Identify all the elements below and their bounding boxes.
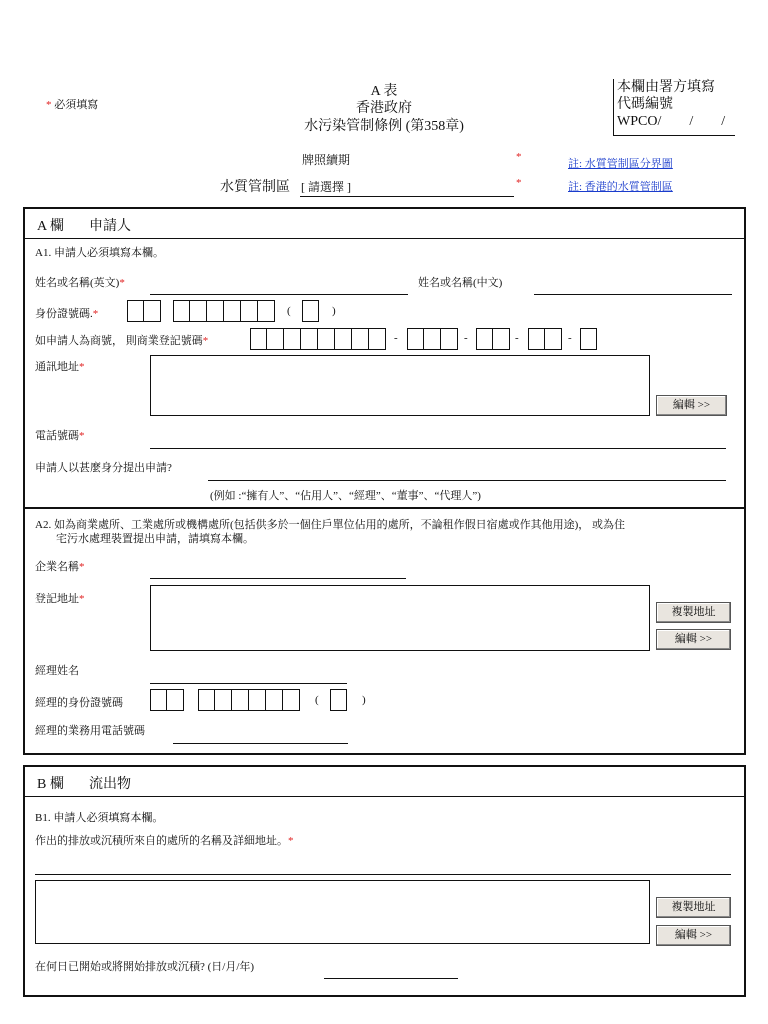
control-zone-underline [300,196,514,197]
section-a-title: A 欄 [37,219,64,234]
premises-address-textarea[interactable] [35,880,650,944]
name-en-label [35,274,125,290]
name-en-text: 姓名或名稱(英文) [35,277,120,289]
start-date-label: 在何日已開始或將開始排放或沉積? (日/月/年) [35,961,255,973]
manager-id-check-box[interactable] [330,689,347,711]
address-asterisk: * [79,361,85,373]
manager-phone-field[interactable] [173,743,348,744]
capacity-field[interactable] [208,480,726,481]
premises-name-field[interactable] [35,874,731,875]
capacity-question: 申請人以甚麼身分提出申請? [35,462,172,474]
control-zone-label: 水質管制區 [220,180,290,195]
license-renewal-label: 牌照續期 [302,153,351,167]
id-number-cell[interactable] [241,300,258,322]
company-name-asterisk: * [79,561,85,573]
id-no-text: 身份證號碼. [35,308,93,320]
control-zone-select[interactable]: [ 請選擇 ] [301,180,351,194]
br-part4-boxes[interactable] [528,328,562,350]
section-a-header [25,209,744,239]
br-main-cell[interactable] [284,328,301,350]
code-label: 代碼編號 [617,97,673,112]
br-dash-2: - [464,332,468,344]
id-number-cell[interactable] [173,300,190,322]
phone-text: 電話號碼 [35,430,79,442]
br-dash-3: - [515,332,519,344]
zone-required-asterisk: * [516,177,522,189]
government-title: 香港政府 [356,101,412,116]
manager-phone-label: 經理的業務用電話號碼 [35,725,145,737]
form-label: A 表 [370,84,398,99]
reg-address-textarea[interactable] [150,585,650,651]
reg-address-text: 登記地址 [35,593,79,605]
manager-id-number-cell[interactable] [198,689,215,711]
section-b-name: 流出物 [89,777,131,792]
id-number-cell[interactable] [207,300,224,322]
id-number-boxes[interactable] [173,300,275,322]
ordinance-title: 水污染管制條例 (第358章) [304,119,464,134]
br-branch-cell[interactable] [441,328,458,350]
reg-address-label [35,590,85,606]
id-number-cell[interactable] [224,300,241,322]
manager-id-number-cell[interactable] [232,689,249,711]
id-check-close-paren: ) [332,305,336,317]
br-dash-1: - [394,332,398,344]
start-date-field[interactable] [324,978,458,979]
a2-copy-address-button[interactable]: 複製地址 [656,602,731,623]
id-prefix-cell[interactable] [127,300,144,322]
manager-id-number-cell[interactable] [215,689,232,711]
manager-id-close-paren: ) [362,694,366,706]
br-main-cell[interactable] [250,328,267,350]
br-part4-cell[interactable] [545,328,562,350]
manager-name-label: 經理姓名 [35,665,79,677]
manager-id-prefix-boxes[interactable] [150,689,184,711]
br-branch-boxes[interactable] [407,328,458,350]
b1-copy-address-button[interactable]: 複製地址 [656,897,731,918]
address-label [35,358,85,374]
company-name-field[interactable] [150,578,406,579]
br-main-boxes[interactable] [250,328,386,350]
capacity-example: (例如 :“擁有人”、“佔用人”、“經理”、“董事”、“代理人”) [210,490,481,502]
required-asterisk: * [46,99,52,111]
phone-asterisk: * [79,430,85,442]
br-part5-boxes[interactable] [580,328,597,350]
br-no-text: 如申請人為商號， 則商業登記號碼 [35,335,203,347]
office-use-label: 本欄由署方填寫 [617,80,715,95]
id-no-label [35,305,98,321]
br-main-cell[interactable] [369,328,386,350]
id-check-cell[interactable] [302,300,319,322]
a1-edit-button[interactable]: 編輯 >> [656,395,727,416]
hk-zones-link[interactable]: 註: 香港的水質管制區 [568,181,673,193]
id-check-open-paren: ( [287,305,291,317]
premises-asterisk: * [288,835,294,847]
address-textarea[interactable] [150,355,650,416]
br-main-cell[interactable] [267,328,284,350]
premises-label [35,832,294,848]
br-dash-4: - [568,332,572,344]
br-no-label [35,332,208,348]
manager-id-number-cell[interactable] [283,689,300,711]
br-no-asterisk: * [202,335,209,347]
wpco-code: WPCO/ / / [617,114,726,129]
id-prefix-cell[interactable] [144,300,161,322]
manager-id-prefix-cell[interactable] [167,689,184,711]
br-part5-cell[interactable] [580,328,597,350]
section-a-name: 申請人 [89,219,131,234]
manager-id-number-cell[interactable] [249,689,266,711]
section-b-header [25,767,744,797]
br-main-cell[interactable] [318,328,335,350]
renewal-required-asterisk: * [516,151,522,163]
manager-id-check-cell[interactable] [330,689,347,711]
name-en-asterisk: * [119,277,125,289]
manager-name-field[interactable] [150,683,347,684]
a2-edit-button[interactable]: 編輯 >> [656,629,731,650]
br-part3-cell[interactable] [493,328,510,350]
manager-id-prefix-cell[interactable] [150,689,167,711]
b1-edit-button[interactable]: 編輯 >> [656,925,731,946]
phone-label [35,427,85,443]
id-check-box[interactable] [302,300,319,322]
name-en-field[interactable] [150,294,408,295]
section-b-title: B 欄 [37,777,64,792]
br-main-cell[interactable] [335,328,352,350]
required-note-text: 必須填寫 [54,99,99,111]
id-no-asterisk: * [92,308,99,320]
company-name-text: 企業名稱 [35,561,79,573]
a1-intro: A1. 申請人必須填寫本欄。 [35,247,164,259]
name-zh-field[interactable] [534,294,732,295]
br-main-cell[interactable] [301,328,318,350]
zone-map-link[interactable]: 註: 水質管制區分界圖 [568,158,673,170]
br-part4-cell[interactable] [528,328,545,350]
manager-id-number-cell[interactable] [266,689,283,711]
manager-id-open-paren: ( [315,694,319,706]
id-prefix-boxes[interactable] [127,300,161,322]
br-branch-cell[interactable] [407,328,424,350]
phone-field[interactable] [150,448,726,449]
b1-intro: B1. 申請人必須填寫本欄。 [35,812,164,824]
id-number-cell[interactable] [190,300,207,322]
address-text: 通訊地址 [35,361,79,373]
name-zh-label: 姓名或名稱(中文) [418,277,503,289]
manager-id-number-boxes[interactable] [198,689,300,711]
company-name-label [35,558,85,574]
a2-intro-line2: 宅污水處理裝置提出申請，請填寫本欄。 [56,533,254,545]
br-part3-boxes[interactable] [476,328,510,350]
manager-id-label: 經理的身份證號碼 [35,697,123,709]
office-use-box [613,79,735,136]
br-main-cell[interactable] [352,328,369,350]
reg-address-asterisk: * [79,593,85,605]
br-branch-cell[interactable] [424,328,441,350]
id-number-cell[interactable] [258,300,275,322]
br-part3-cell[interactable] [476,328,493,350]
a2-intro-line1: A2. 如為商業處所、工業處所或機構處所(包括供多於一個住戶單位佔用的處所，不論租作假日宿處或作其他用途)， 或為住 [35,519,626,531]
premises-text: 作出的排放或沉積所來自的處所的名稱及詳細地址。 [35,835,288,847]
